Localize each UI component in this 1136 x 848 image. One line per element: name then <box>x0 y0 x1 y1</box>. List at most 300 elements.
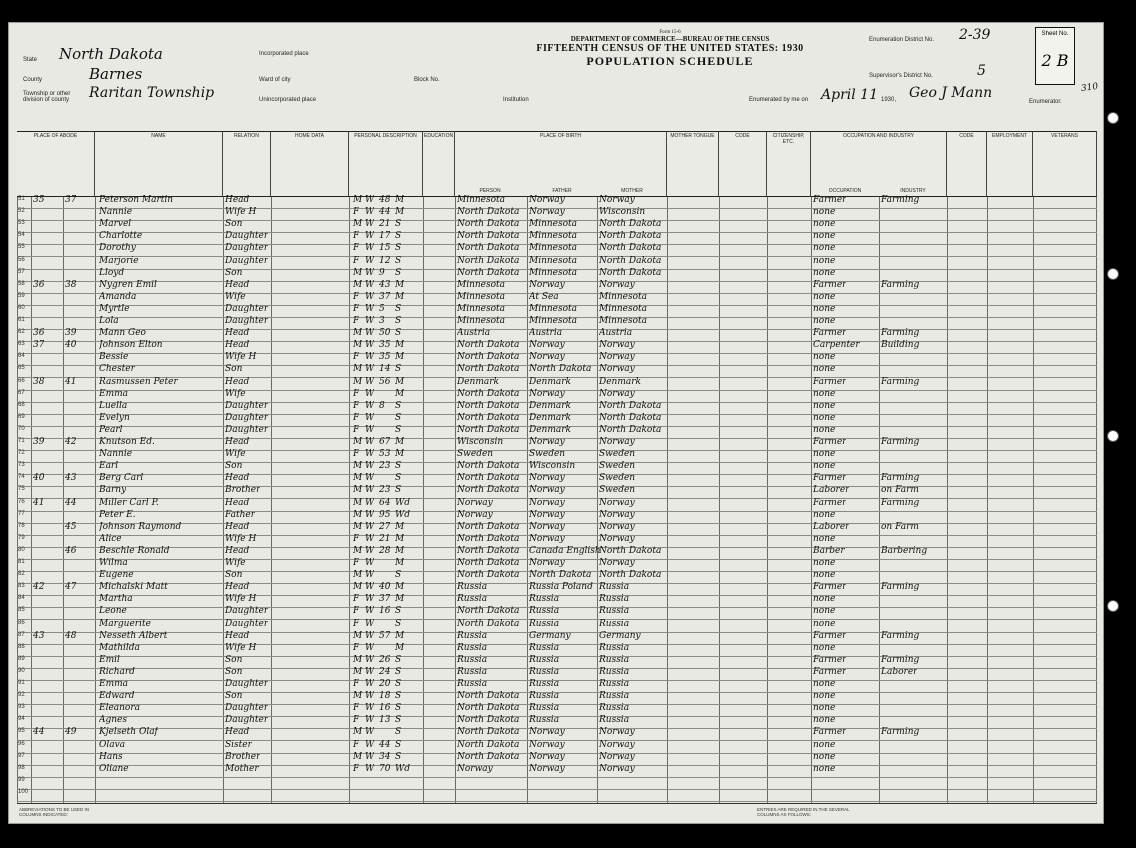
age: 15 <box>379 243 391 254</box>
age: 43 <box>379 279 391 290</box>
age: 35 <box>379 340 391 351</box>
family-number: 43 <box>65 473 77 484</box>
line-number: 62 <box>18 329 25 336</box>
enumerator-name: Geo J Mann <box>909 85 993 101</box>
relation: Daughter <box>225 400 269 411</box>
line-number: 88 <box>18 643 25 650</box>
dwelling-number: 39 <box>33 437 45 447</box>
age: 57 <box>379 630 391 641</box>
title-block <box>505 30 835 69</box>
state-label: State <box>23 57 38 63</box>
industry: Farming <box>881 437 920 447</box>
person-name: Luella <box>99 400 128 411</box>
relation: Son <box>225 570 243 581</box>
relation: Daughter <box>225 243 269 254</box>
occupation: none <box>813 606 836 617</box>
birthplace-person: North Dakota <box>457 485 520 496</box>
person-name: Charlotte <box>99 231 143 242</box>
birthplace-father: Austria <box>529 328 563 339</box>
marital-status: S <box>395 328 402 339</box>
birthplace-mother: Norway <box>599 497 635 508</box>
line-number: 57 <box>18 268 25 275</box>
sheet-value: 2 B <box>1041 51 1069 70</box>
industry: Farming <box>881 473 920 484</box>
marital-status: S <box>395 243 402 254</box>
person-name: Marjorie <box>99 255 139 266</box>
person-name: Nygren Emil <box>99 279 157 290</box>
family-number: 38 <box>65 279 77 290</box>
marital-status: S <box>395 715 402 726</box>
margin-note: 310 <box>1080 81 1099 95</box>
occupation: Barber <box>813 545 845 556</box>
township-value: Raritan Township <box>89 85 215 101</box>
marital-status: S <box>395 364 402 375</box>
person-name: Marvel <box>99 219 132 230</box>
birthplace-person: North Dakota <box>457 521 520 532</box>
col-place-of-abode: PLACE OF ABODE <box>17 131 95 197</box>
family-number: 47 <box>65 582 77 593</box>
age: 35 <box>379 352 391 363</box>
sex: F <box>353 352 360 363</box>
dwelling-number: 44 <box>33 727 45 738</box>
birthplace-person: Minnesota <box>457 303 506 314</box>
birthplace-mother: Russia <box>599 679 630 689</box>
relation: Daughter <box>225 424 269 435</box>
family-number: 41 <box>65 376 77 387</box>
industry: Laborer <box>881 666 918 677</box>
birthplace-father: Norway <box>529 207 565 218</box>
county-label: County <box>23 77 43 83</box>
birthplace-person: Russia <box>457 642 488 653</box>
line-number: 100 <box>18 788 29 795</box>
race: W <box>365 279 375 290</box>
occupation: none <box>813 255 836 266</box>
birthplace-person: North Dakota <box>457 340 520 351</box>
col-education: EDUCATION <box>423 131 455 197</box>
birthplace-mother: Norway <box>599 352 635 363</box>
industry: Farming <box>881 582 920 593</box>
table-row <box>17 763 1097 778</box>
person-name: Olava <box>99 739 126 750</box>
relation: Head <box>225 340 250 351</box>
relation: Wife <box>225 449 246 460</box>
birthplace-mother: Norway <box>599 279 635 290</box>
sex: F <box>353 412 360 423</box>
birthplace-mother: North Dakota <box>599 545 662 556</box>
marital-status: S <box>395 473 402 484</box>
occupation: none <box>813 679 836 689</box>
birthplace-mother: Norway <box>599 509 635 520</box>
township-label: Township or other division of county <box>23 91 71 103</box>
age: 70 <box>379 763 391 774</box>
institution-label: Institution <box>503 97 529 103</box>
sex: F <box>353 679 360 689</box>
line-number: 85 <box>18 607 25 614</box>
industry: Building <box>881 340 920 351</box>
birthplace-father: North Dakota <box>529 364 592 375</box>
sex: F <box>353 424 360 435</box>
marital-status: S <box>395 424 402 435</box>
race: W <box>365 400 375 411</box>
col-home-data: HOME DATA <box>271 131 349 197</box>
birthplace-father: Minnesota <box>529 316 578 326</box>
sex: F <box>353 243 360 254</box>
line-number: 81 <box>18 559 25 565</box>
table-row <box>17 778 1097 790</box>
birthplace-father: Minnesota <box>529 255 578 266</box>
sex: M <box>353 545 363 556</box>
line-number: 51 <box>18 196 25 202</box>
sex: F <box>353 618 360 629</box>
race: W <box>365 231 375 242</box>
birthplace-mother: Norway <box>599 533 635 544</box>
birthplace-person: North Dakota <box>457 388 520 399</box>
occupation: none <box>813 303 836 314</box>
birthplace-mother: North Dakota <box>599 400 662 411</box>
person-name: Amanda <box>99 291 137 302</box>
abbreviations-title: ABBREVIATIONS TO BE USED IN COLUMNS INDICATED: <box>19 807 90 817</box>
marital-status: S <box>395 727 402 738</box>
relation: Head <box>225 195 250 205</box>
sex: M <box>353 219 363 230</box>
age: 5 <box>379 303 385 314</box>
age: 21 <box>379 219 391 230</box>
age: 26 <box>379 654 391 665</box>
sex: M <box>353 473 363 484</box>
population-table <box>17 131 1097 801</box>
block-label: Block No. <box>414 77 440 83</box>
sex: M <box>353 582 363 593</box>
sex: M <box>353 727 363 738</box>
line-number: 66 <box>18 377 25 384</box>
person-name: Peterson Martin <box>99 195 174 205</box>
sex: F <box>353 642 360 653</box>
birthplace-person: North Dakota <box>457 691 520 702</box>
supervisor-label: Supervisor's District No. <box>869 73 933 79</box>
birthplace-mother: Norway <box>599 388 635 399</box>
marital-status: M <box>395 352 405 363</box>
col-industry: INDUSTRY <box>900 188 926 194</box>
age: 37 <box>379 291 391 302</box>
birthplace-father: Russia <box>529 703 560 714</box>
birthplace-father: Norway <box>529 340 565 351</box>
industry: Farming <box>881 376 920 387</box>
sex: F <box>353 291 360 302</box>
relation: Head <box>225 328 250 339</box>
line-number: 75 <box>18 486 25 493</box>
line-number: 69 <box>18 413 25 420</box>
birthplace-person: North Dakota <box>457 570 520 581</box>
relation: Wife <box>225 291 246 302</box>
marital-status: S <box>395 691 402 702</box>
sheet-label: Sheet No. <box>1041 31 1069 37</box>
race: W <box>365 388 375 399</box>
race: W <box>365 437 375 447</box>
birthplace-father: Russia <box>529 618 560 629</box>
occupation: none <box>813 509 836 520</box>
enum-district-label: Enumeration District No. <box>869 37 935 43</box>
line-number: 64 <box>18 353 25 360</box>
sex: F <box>353 739 360 750</box>
birthplace-father: Norway <box>529 751 565 762</box>
sex: M <box>353 195 363 205</box>
relation: Head <box>225 521 250 532</box>
sex: M <box>353 497 363 508</box>
birthplace-mother: North Dakota <box>599 424 662 435</box>
birthplace-mother: North Dakota <box>599 267 662 278</box>
person-name: Nannie <box>99 449 133 460</box>
birthplace-father: Canada English <box>529 545 601 556</box>
line-number: 90 <box>18 667 25 674</box>
relation: Daughter <box>225 606 269 617</box>
marital-status: M <box>395 195 405 205</box>
line-number: 93 <box>18 704 25 711</box>
age: 37 <box>379 594 391 605</box>
birthplace-father: Norway <box>529 497 565 508</box>
birthplace-father: Norway <box>529 509 565 520</box>
occupation: none <box>813 291 836 302</box>
birthplace-person: North Dakota <box>457 473 520 484</box>
birthplace-mother: North Dakota <box>599 412 662 423</box>
line-number: 79 <box>18 534 25 541</box>
birthplace-mother: Russia <box>599 715 630 726</box>
relation: Head <box>225 473 250 484</box>
occupation: none <box>813 642 836 653</box>
birthplace-person: Minnesota <box>457 279 506 290</box>
sex: M <box>353 279 363 290</box>
birthplace-father: Russia <box>529 715 560 726</box>
person-name: Pearl <box>99 424 123 435</box>
birthplace-person: North Dakota <box>457 461 520 472</box>
sex: F <box>353 316 360 326</box>
relation: Wife <box>225 558 246 568</box>
race: W <box>365 412 375 423</box>
sex: F <box>353 231 360 242</box>
occupation: Farmer <box>813 582 847 593</box>
birthplace-father: Norway <box>529 437 565 447</box>
person-name: Oliane <box>99 763 129 774</box>
birthplace-person: North Dakota <box>457 231 520 242</box>
relation: Head <box>225 582 250 593</box>
sex: M <box>353 376 363 387</box>
family-number: 42 <box>65 437 77 447</box>
marital-status: S <box>395 606 402 617</box>
dwelling-number: 40 <box>33 473 45 484</box>
sex: M <box>353 485 363 496</box>
birthplace-person: Russia <box>457 594 488 605</box>
relation: Head <box>225 437 250 447</box>
relation: Wife H <box>225 594 257 605</box>
line-number: 67 <box>18 389 25 396</box>
relation: Wife H <box>225 642 257 653</box>
occupation: Laborer <box>813 485 850 496</box>
occupation: Farmer <box>813 328 847 339</box>
line-number: 97 <box>18 752 25 759</box>
person-name: Peter E. <box>99 509 136 520</box>
birthplace-person: North Dakota <box>457 558 520 568</box>
line-number: 92 <box>18 692 25 699</box>
occupation: none <box>813 691 836 702</box>
county-value: Barnes <box>89 65 143 83</box>
sex: M <box>353 340 363 351</box>
relation: Head <box>225 630 250 641</box>
birthplace-person: Minnesota <box>457 316 506 326</box>
col-place-of-birth <box>455 131 667 197</box>
line-number: 63 <box>18 341 25 348</box>
race: W <box>365 243 375 254</box>
line-number: 83 <box>18 583 25 590</box>
birthplace-mother: Norway <box>599 340 635 351</box>
sheet-number-box <box>1035 27 1075 85</box>
race: W <box>365 424 375 435</box>
age: 95 <box>379 509 391 520</box>
age: 44 <box>379 207 391 218</box>
table-row <box>17 790 1097 802</box>
footer <box>17 803 1097 822</box>
race: W <box>365 316 375 326</box>
birthplace-person: North Dakota <box>457 364 520 375</box>
birthplace-father: Russia <box>529 594 560 605</box>
sex: F <box>353 449 360 460</box>
person-name: Bessie <box>99 352 129 363</box>
occupation: Carpenter <box>813 340 860 351</box>
age: 16 <box>379 606 391 617</box>
person-name: Lloyd <box>99 267 125 278</box>
age: 28 <box>379 545 391 556</box>
marital-status: S <box>395 570 402 581</box>
occupation: none <box>813 703 836 714</box>
marital-status: M <box>395 630 405 641</box>
sex: M <box>353 570 363 581</box>
birthplace-person: Russia <box>457 582 488 593</box>
relation: Head <box>225 376 250 387</box>
birthplace-person: Minnesota <box>457 195 506 205</box>
birthplace-mother: Russia <box>599 618 630 629</box>
occupation: none <box>813 570 836 581</box>
dwelling-number: 36 <box>33 279 45 290</box>
line-number: 95 <box>18 728 25 735</box>
sex: M <box>353 364 363 375</box>
age: 23 <box>379 485 391 496</box>
race: W <box>365 461 375 472</box>
birthplace-father: Minnesota <box>529 267 578 278</box>
marital-status: M <box>395 279 405 290</box>
sex: F <box>353 255 360 266</box>
birthplace-father: Denmark <box>529 376 571 387</box>
relation: Brother <box>225 751 261 762</box>
line-number: 53 <box>18 220 25 227</box>
col-employment: EMPLOYMENT <box>987 131 1033 197</box>
race: W <box>365 497 375 508</box>
relation: Son <box>225 666 243 677</box>
line-number: 56 <box>18 256 25 263</box>
birthplace-mother: Denmark <box>599 376 641 387</box>
sex: F <box>353 400 360 411</box>
birthplace-person: Norway <box>457 763 493 774</box>
relation: Brother <box>225 485 261 496</box>
race: W <box>365 328 375 339</box>
birthplace-father: Norway <box>529 279 565 290</box>
birthplace-person: North Dakota <box>457 267 520 278</box>
dwelling-number: 37 <box>33 340 45 351</box>
line-number: 71 <box>18 438 25 444</box>
person-name: Nesseth Albert <box>99 630 168 641</box>
age: 21 <box>379 533 391 544</box>
race: W <box>365 642 375 653</box>
line-number: 96 <box>18 740 25 747</box>
birthplace-mother: Minnesota <box>599 291 648 302</box>
birthplace-person: North Dakota <box>457 606 520 617</box>
person-name: Myrtle <box>99 303 130 314</box>
line-number: 91 <box>18 680 25 686</box>
marital-status: M <box>395 642 405 653</box>
sex: M <box>353 267 363 278</box>
col-place-of-birth-label: PLACE OF BIRTH <box>539 133 582 139</box>
marital-status: S <box>395 703 402 714</box>
birthplace-mother: Norway <box>599 437 635 447</box>
marital-status: Wd <box>395 763 411 774</box>
birthplace-person: North Dakota <box>457 243 520 254</box>
birthplace-father: Denmark <box>529 400 571 411</box>
race: W <box>365 545 375 556</box>
marital-status: S <box>395 751 402 762</box>
birthplace-person: Wisconsin <box>457 437 504 447</box>
family-number: 49 <box>65 727 77 738</box>
race: W <box>365 739 375 750</box>
schedule-title: POPULATION SCHEDULE <box>586 54 754 68</box>
form-number: Form 15-6 <box>659 30 681 35</box>
birthplace-person: North Dakota <box>457 255 520 266</box>
birthplace-person: Russia <box>457 654 488 665</box>
race: W <box>365 255 375 266</box>
sex: F <box>353 606 360 617</box>
age: 40 <box>379 582 391 593</box>
birthplace-father: Norway <box>529 352 565 363</box>
person-name: Mann Geo <box>99 328 146 339</box>
marital-status: S <box>395 231 402 242</box>
age: 56 <box>379 376 391 387</box>
binder-hole <box>1107 600 1119 612</box>
person-name: Barny <box>99 485 127 496</box>
family-number: 37 <box>65 195 77 205</box>
marital-status: S <box>395 485 402 496</box>
birthplace-mother: Minnesota <box>599 316 648 326</box>
col-citizenship: CITIZENSHIP, ETC. <box>767 131 811 197</box>
relation: Head <box>225 727 250 738</box>
marital-status: S <box>395 412 402 423</box>
birthplace-person: North Dakota <box>457 400 520 411</box>
person-name: Emma <box>99 388 129 399</box>
race: W <box>365 303 375 314</box>
age: 48 <box>379 195 391 205</box>
person-name: Nannie <box>99 207 133 218</box>
person-name: Chester <box>99 364 135 375</box>
occupation: Farmer <box>813 654 847 665</box>
birthplace-person: Norway <box>457 509 493 520</box>
col-occupation-industry-label: OCCUPATION AND INDUSTRY <box>842 133 915 139</box>
occupation: none <box>813 352 836 363</box>
race: W <box>365 207 375 218</box>
birthplace-person: North Dakota <box>457 618 520 629</box>
sex: M <box>353 666 363 677</box>
race: W <box>365 763 375 774</box>
line-number: 52 <box>18 208 25 215</box>
col-occupation: OCCUPATION <box>828 188 862 194</box>
col-veterans: VETERANS <box>1033 131 1097 197</box>
race: W <box>365 533 375 544</box>
person-name: Eugene <box>99 570 134 581</box>
race: W <box>365 267 375 278</box>
